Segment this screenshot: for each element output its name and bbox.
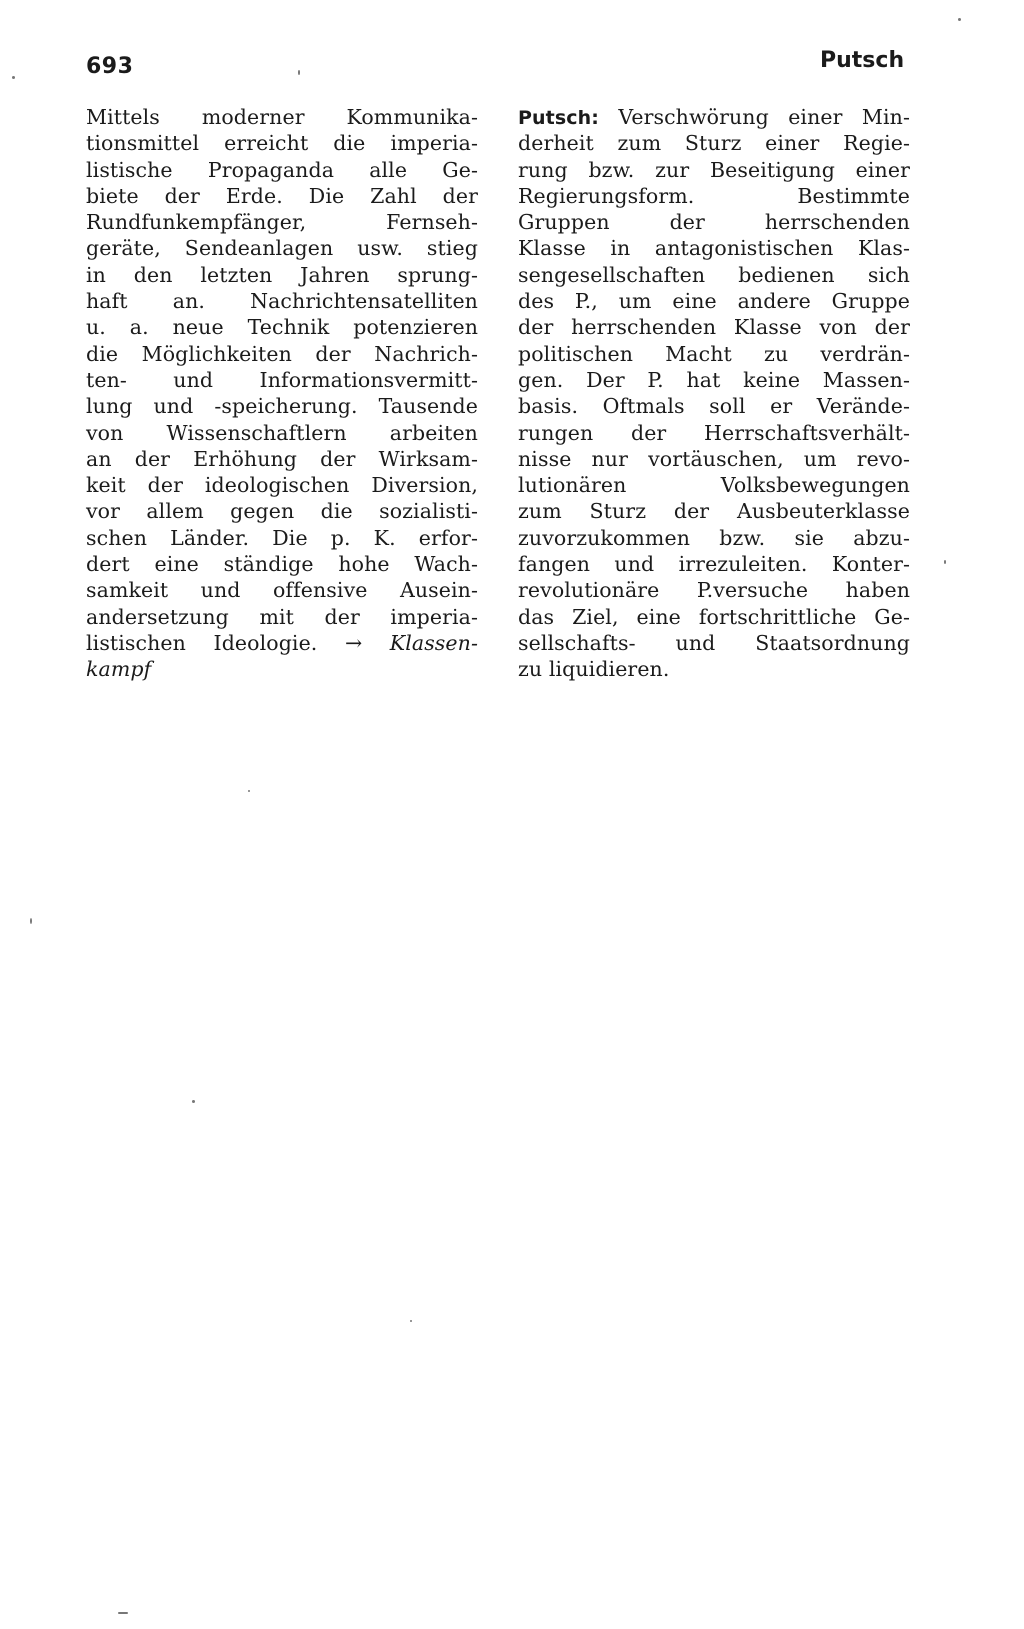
cross-reference-arrow: → xyxy=(344,630,363,655)
text-line: revolutionäre P.versuche haben xyxy=(518,578,910,603)
text-line: Klasse in antagonistischen Klas- xyxy=(518,236,910,261)
scan-speck xyxy=(248,790,250,792)
text-line: die Möglichkeiten der Nachrich- xyxy=(86,341,478,366)
scan-speck xyxy=(30,918,32,924)
text-line: zu liquidieren. xyxy=(518,657,670,682)
entry-first-line xyxy=(518,104,910,130)
scan-speck xyxy=(12,76,15,79)
text-line: das Ziel, eine fortschrittliche Ge- xyxy=(518,604,910,629)
text-line: der herrschenden Klasse von der xyxy=(518,315,910,340)
text-line: rung bzw. zur Beseitigung einer xyxy=(518,157,910,182)
text-line: von Wissenschaftlern arbeiten xyxy=(86,420,478,445)
entry-headword: Putsch: xyxy=(518,107,599,129)
text-line: rungen der Herrschaftsverhält- xyxy=(518,420,910,445)
text-line: dert eine ständige hohe Wach- xyxy=(86,552,478,577)
text-line: tionsmittel erreicht die imperia- xyxy=(86,131,478,156)
text-line: vor allem gegen die sozialisti- xyxy=(86,499,478,524)
scan-speck xyxy=(118,1612,128,1614)
cross-reference-link[interactable]: kampf xyxy=(86,657,152,682)
scan-speck xyxy=(192,1100,195,1103)
text-line: zuvorzukommen bzw. sie abzu- xyxy=(518,525,910,550)
text-line: des P., um eine andere Gruppe xyxy=(518,289,910,314)
text-line: andersetzung mit der imperia- xyxy=(86,604,478,629)
text-line: nisse nur vortäuschen, um revo- xyxy=(518,446,910,471)
text-line: ten- und Informationsvermitt- xyxy=(86,367,478,392)
text-fragment: listischen Ideologie. xyxy=(86,630,345,655)
text-line: basis. Oftmals soll er Verände- xyxy=(518,394,910,419)
text-line: keit der ideologischen Diversion, xyxy=(86,473,478,498)
text-line: Rundfunkempfänger, Fernseh- xyxy=(86,210,478,235)
text-line: gen. Der P. hat keine Massen- xyxy=(518,367,910,392)
text-line: sengesellschaften bedienen sich xyxy=(518,262,910,287)
text-line: u. a. neue Technik potenzieren xyxy=(86,315,478,340)
cross-reference-link[interactable]: Klassen- xyxy=(389,630,478,655)
right-column xyxy=(518,104,910,683)
text-line: zum Sturz der Ausbeuterklasse xyxy=(518,499,910,524)
text-line: in den letzten Jahren sprung- xyxy=(86,262,478,287)
text-line: Regierungsform. Bestimmte xyxy=(518,183,910,208)
text-line: lutionären Volksbewegungen xyxy=(518,473,910,498)
text-line xyxy=(86,656,478,682)
text-line: sellschafts- und Staatsordnung xyxy=(518,630,910,655)
text-line-with-cross-reference xyxy=(86,630,478,656)
text-line: listische Propaganda alle Ge- xyxy=(86,157,478,182)
text-line: samkeit und offensive Ausein- xyxy=(86,578,478,603)
text-fragment: Verschwörung einer Min- xyxy=(598,105,910,129)
text-line: lung und -speicherung. Tausende xyxy=(86,394,478,419)
text-line: biete der Erde. Die Zahl der xyxy=(86,183,478,208)
page-number: 693 xyxy=(86,54,134,79)
text-line: an der Erhöhung der Wirksam- xyxy=(86,446,478,471)
text-line: Gruppen der herrschenden xyxy=(518,210,910,235)
scan-speck xyxy=(410,1320,412,1322)
running-head: Putsch xyxy=(820,48,905,73)
scan-speck xyxy=(958,18,961,21)
text-line: derheit zum Sturz einer Regie- xyxy=(518,131,910,156)
text-line: politischen Macht zu verdrän- xyxy=(518,341,910,366)
text-line: geräte, Sendeanlagen usw. stieg xyxy=(86,236,478,261)
text-line: haft an. Nachrichtensatelliten xyxy=(86,289,478,314)
text-line: schen Länder. Die p. K. erfor- xyxy=(86,525,478,550)
text-line: Mittels moderner Kommunika- xyxy=(86,105,478,129)
scan-speck xyxy=(298,70,300,75)
left-column xyxy=(86,104,478,683)
text-line: fangen und irrezuleiten. Konter- xyxy=(518,552,910,577)
scan-speck xyxy=(944,560,946,564)
